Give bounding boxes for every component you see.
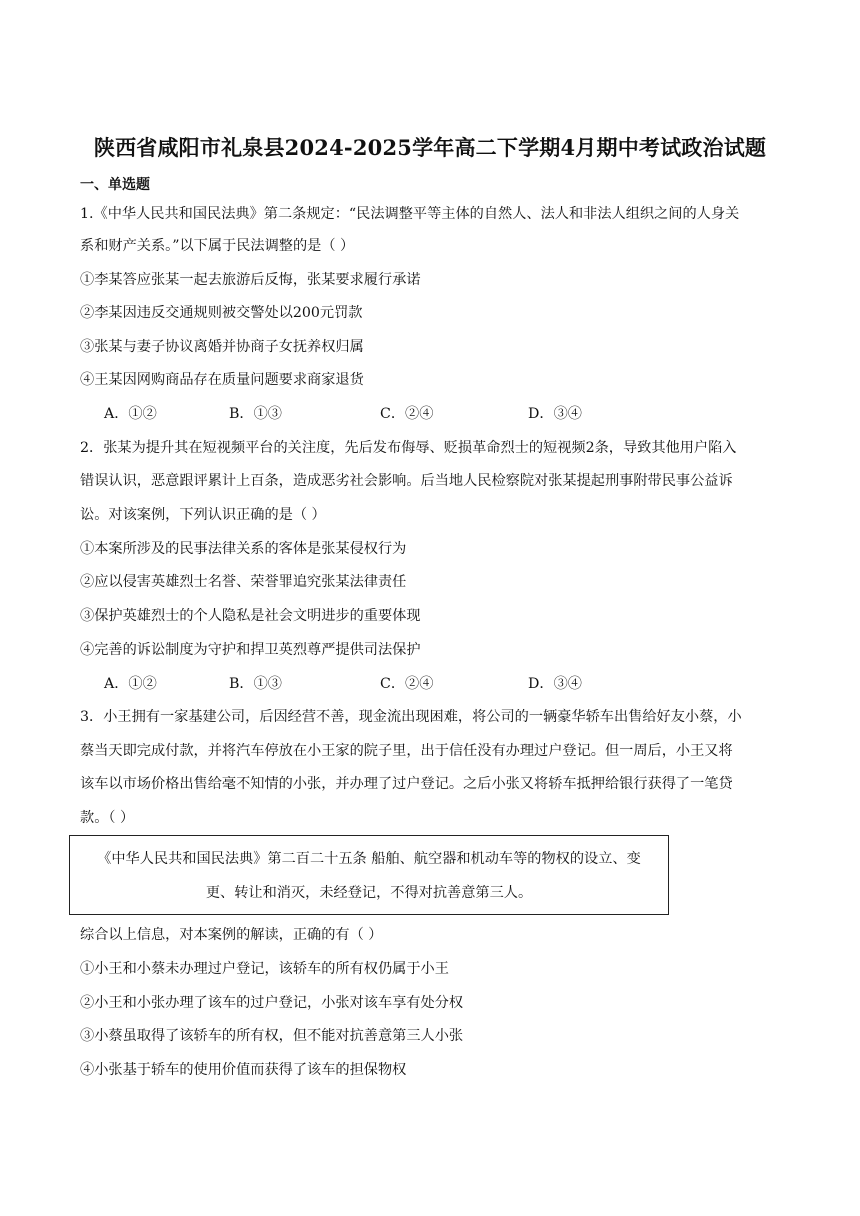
q1-option-a[interactable]: A．①② xyxy=(104,406,157,422)
q1-stem-line-2: 系和财产关系。”以下属于民法调整的是（ ） xyxy=(80,238,355,254)
page-title: 陕西省咸阳市礼泉县2024-2025学年高二下学期4月期中考试政治试题 xyxy=(93,135,767,160)
q1-option-c[interactable]: C．②④ xyxy=(380,406,434,422)
q2-item-4: ④完善的诉讼制度为守护和捍卫英烈尊严提供司法保护 xyxy=(80,642,421,658)
q3-stem-line-2: 蔡当天即完成付款，并将汽车停放在小王家的院子里，出于信任没有办理过户登记。但一周后，小王又将 xyxy=(80,743,733,759)
q2-item-1: ①本案所涉及的民事法律关系的客体是张某侵权行为 xyxy=(80,541,407,557)
q3-item-2: ②小王和小张办理了该车的过户登记，小张对该车享有处分权 xyxy=(80,995,464,1011)
quote-line-2: 更、转让和消灭，未经登记，不得对抗善意第三人。 xyxy=(205,885,533,901)
q3-item-1: ①小王和小蔡未办理过户登记，该轿车的所有权仍属于小王 xyxy=(80,961,449,977)
q2-stem-line-3: 讼。对该案例，下列认识正确的是（ ） xyxy=(80,507,326,523)
q1-option-d[interactable]: D．③④ xyxy=(528,406,582,422)
q1-item-2: ②李某因违反交通规则被交警处以200元罚款 xyxy=(80,305,363,321)
q2-stem-line-2: 错误认识，恶意跟评累计上百条，造成恶劣社会影响。后当地人民检察院对张某提起刑事附带民事公益诉 xyxy=(80,473,733,489)
q2-item-3: ③保护英雄烈士的个人隐私是社会文明进步的重要体现 xyxy=(80,608,421,624)
q3-stem-question: 综合以上信息，对本案例的解读，正确的有（ ） xyxy=(80,927,383,943)
q2-stem-line-1: 2．张某为提升其在短视频平台的关注度，先后发布侮辱、贬损革命烈士的短视频2条，导致其他用户陷入 xyxy=(80,440,737,456)
q2-option-d[interactable]: D．③④ xyxy=(528,676,582,692)
quote-line-1: 《中华人民共和国民法典》第二百二十五条 船舶、航空器和机动车等的物权的设立、变 xyxy=(97,851,641,867)
q2-item-2: ②应以侵害英雄烈士名誉、荣誉罪追究张某法律责任 xyxy=(80,574,407,590)
q2-option-b[interactable]: B．①③ xyxy=(229,676,282,692)
q3-item-4: ④小张基于轿车的使用价值而获得了该车的担保物权 xyxy=(80,1062,407,1078)
section-heading: 一、单选题 xyxy=(80,177,150,193)
q1-item-3: ③张某与妻子协议离婚并协商子女抚养权归属 xyxy=(80,339,364,355)
q1-item-4: ④王某因网购商品存在质量问题要求商家退货 xyxy=(80,372,364,388)
q2-option-a[interactable]: A．①② xyxy=(104,676,157,692)
q3-stem-line-3: 该车以市场价格出售给毫不知情的小张，并办理了过户登记。之后小张又将轿车抵押给银行获得了一笔贷 xyxy=(80,776,733,792)
q1-stem-line-1: 1.《中华人民共和国民法典》第二条规定：“民法调整平等主体的自然人、法人和非法人组织之间的人身关 xyxy=(80,206,740,222)
q3-stem-line-4: 款。（ ） xyxy=(80,810,135,826)
q2-option-c[interactable]: C．②④ xyxy=(380,676,434,692)
q1-item-1: ①李某答应张某一起去旅游后反悔，张某要求履行承诺 xyxy=(80,272,421,288)
q3-stem-line-1: 3．小王拥有一家基建公司，后因经营不善，现金流出现困难，将公司的一辆豪华轿车出售给好友小蔡，小 xyxy=(80,709,742,725)
legal-quote-box xyxy=(69,835,669,915)
q3-item-3: ③小蔡虽取得了该轿车的所有权，但不能对抗善意第三人小张 xyxy=(80,1028,464,1044)
q1-option-b[interactable]: B．①③ xyxy=(229,406,282,422)
